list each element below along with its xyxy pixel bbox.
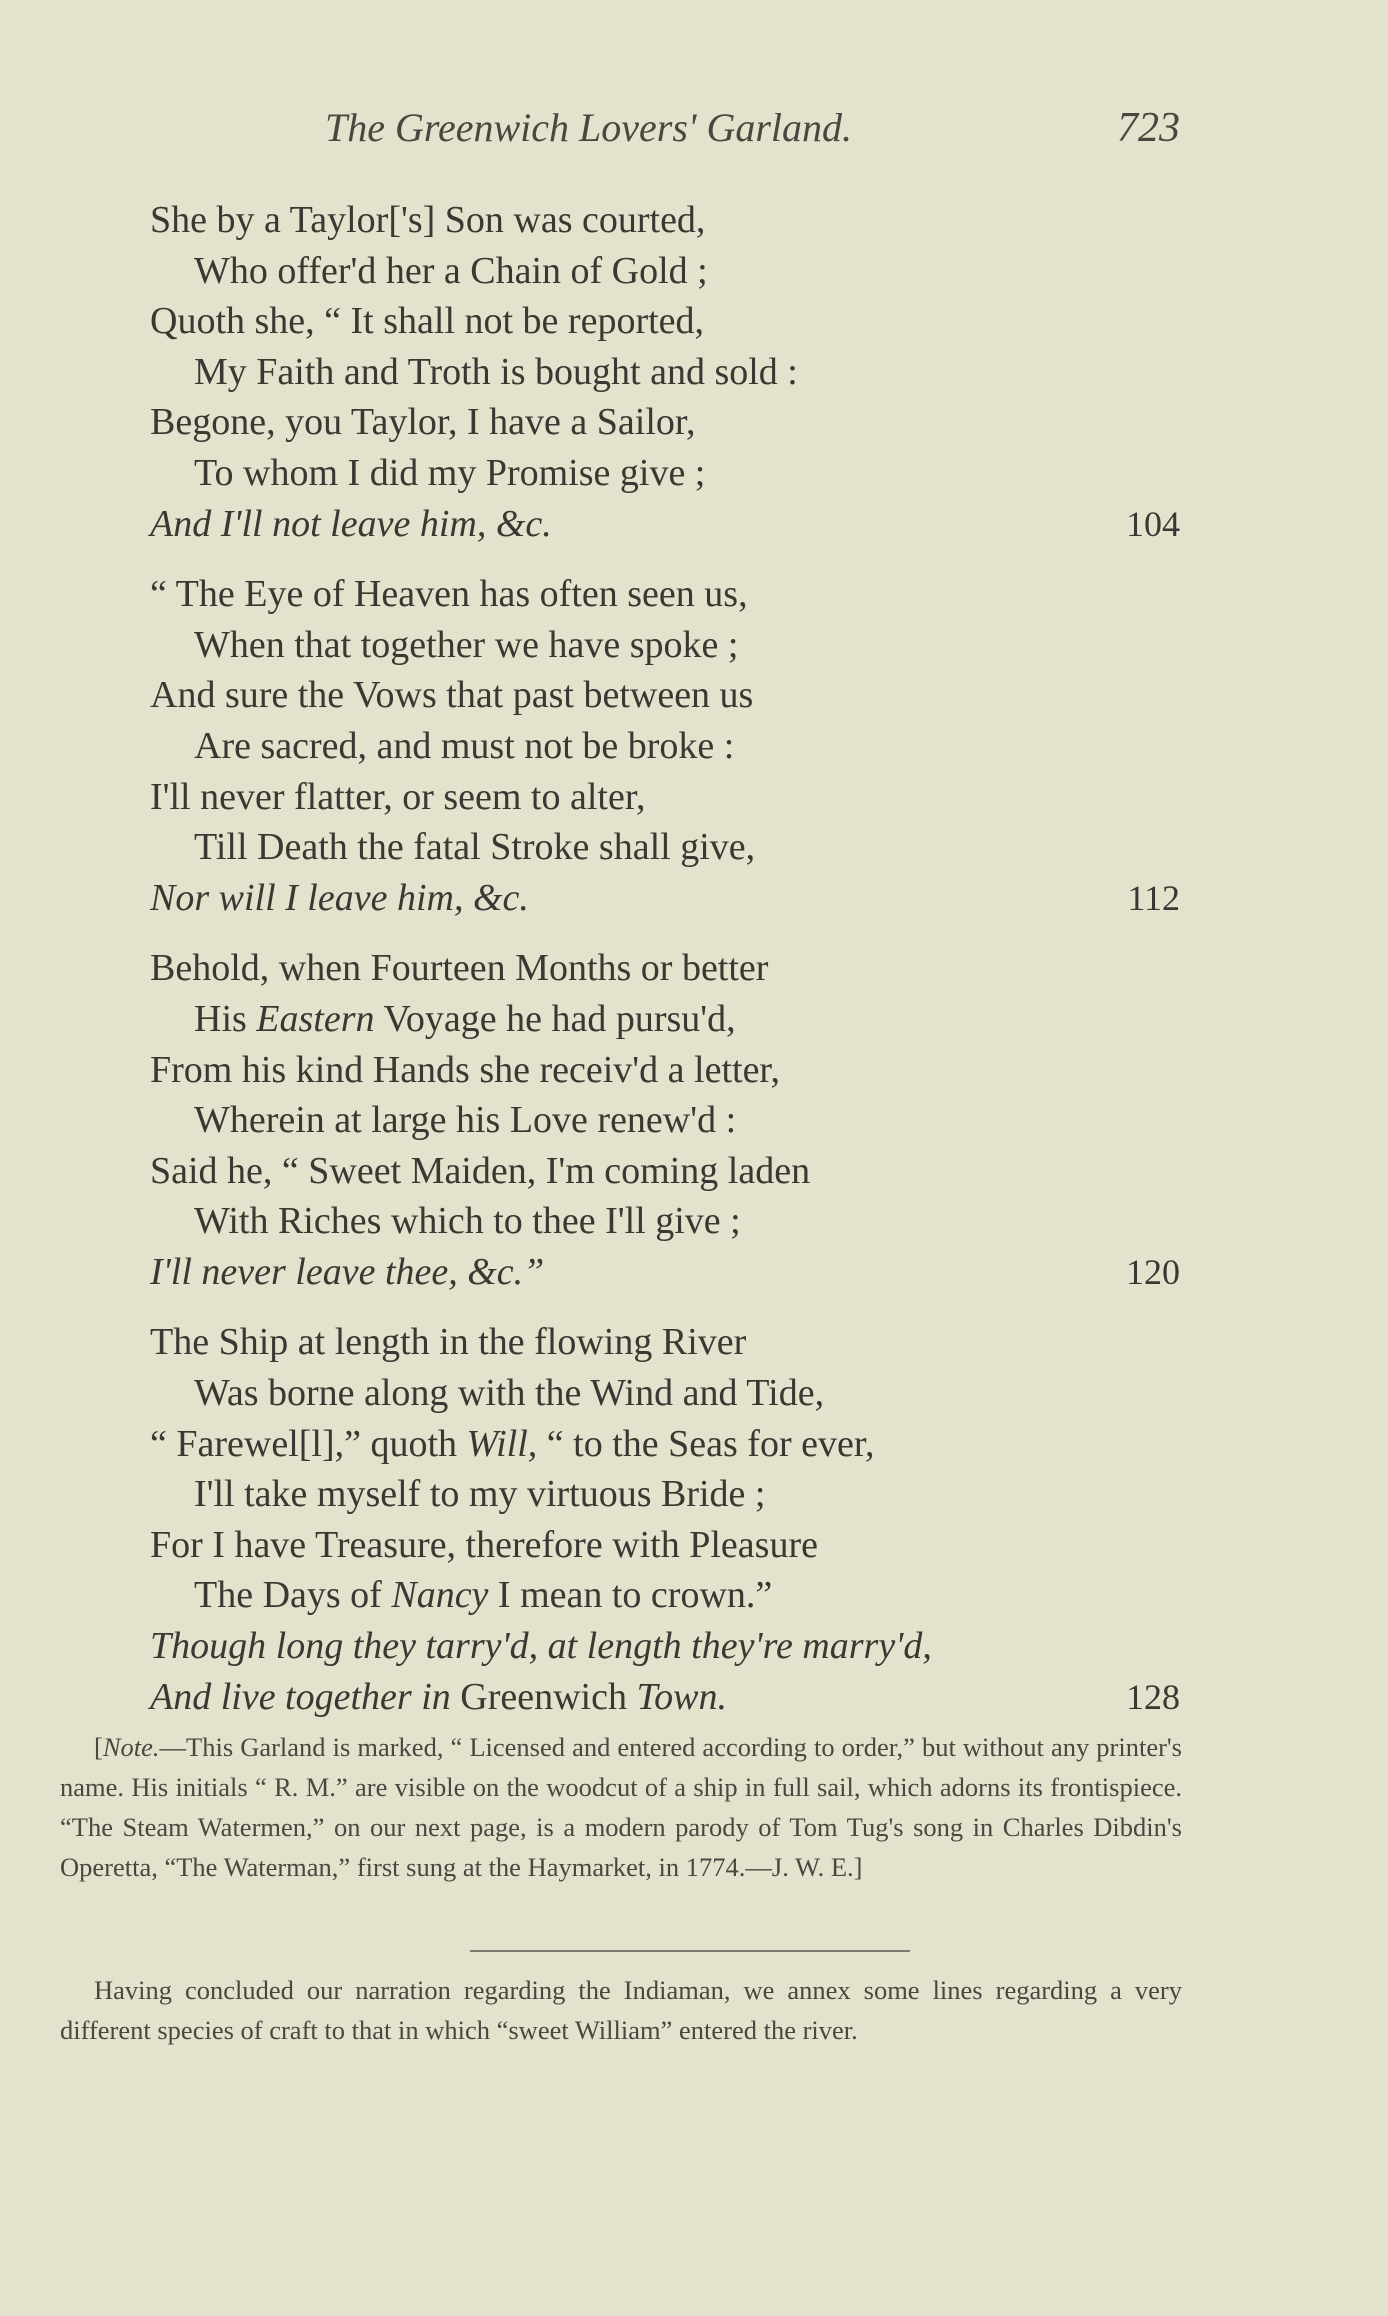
refrain-text: And I'll not leave him, &c. [150, 502, 552, 545]
refrain-text: I'll never leave thee, &c.” [150, 1250, 545, 1293]
line-number: 128 [1126, 1676, 1180, 1717]
verse-line: Are sacred, and must not be broke : [194, 724, 735, 767]
refrain-text: Town. [636, 1675, 727, 1718]
verse-line: Who offer'd her a Chain of Gold ; [194, 249, 708, 292]
verse-line: I'll take myself to my virtuous Bride ; [194, 1473, 766, 1516]
stanza-2 [150, 569, 1180, 923]
verse-line: Said he, “ Sweet Maiden, I'm coming laden [150, 1149, 811, 1192]
verse-line: “ The Eye of Heaven has often seen us, [150, 573, 748, 616]
verse-text: “ to the Seas for ever, [537, 1422, 875, 1465]
refrain-text: And live together in [150, 1675, 451, 1718]
verse-line: I'll never flatter, or seem to alter, [150, 775, 646, 818]
verse-line [150, 1570, 1180, 1621]
verse-line: The Ship at length in the flowing River [150, 1321, 747, 1364]
refrain-line [150, 499, 1180, 550]
verse-line [150, 1419, 1180, 1470]
running-header [150, 100, 1180, 160]
verse-text: I mean to crown.” [488, 1574, 773, 1617]
verse-line: Till Death the fatal Stroke shall give, [194, 826, 756, 869]
verse-text: His [194, 997, 247, 1040]
emphasis-text: Will, [466, 1422, 538, 1465]
section-divider [470, 1950, 910, 1952]
verse-line: Was borne along with the Wind and Tide, [194, 1372, 825, 1415]
verse-line: Behold, when Fourteen Months or better [150, 947, 769, 990]
verse-line: Wherein at large his Love renew'd : [194, 1099, 737, 1142]
editorial-note [60, 1727, 1182, 1887]
emphasis-text: Eastern [256, 997, 375, 1040]
poem [150, 195, 1180, 1722]
verse-line: With Riches which to thee I'll give ; [194, 1200, 741, 1243]
closing-text: Having concluded our narration regarding the Indiaman, we annex some lines regarding a very different species of craft to that in which “sweet William” entered the river. [60, 1975, 1182, 2045]
refrain-line [150, 1672, 1180, 1723]
verse-text: “ Farewel[l],” quoth [150, 1422, 467, 1465]
refrain-line: Though long they tarry'd, at length they're marry'd, [150, 1625, 932, 1668]
stanza-1 [150, 195, 1180, 549]
closing-paragraph [60, 1970, 1182, 2050]
page-number: 723 [1117, 105, 1180, 151]
verse-line [150, 994, 1180, 1045]
verse-line: My Faith and Troth is bought and sold : [194, 350, 798, 393]
verse-text: Voyage he had pursu'd, [374, 997, 736, 1040]
verse-line: Quoth she, “ It shall not be reported, [150, 300, 705, 343]
verse-line: To whom I did my Promise give ; [194, 451, 706, 494]
refrain-line [150, 873, 1180, 924]
note-open-bracket: [ [94, 1732, 103, 1762]
verse-line: For I have Treasure, therefore with Pleasure [150, 1523, 818, 1566]
stanza-3 [150, 943, 1180, 1297]
verse-line: When that together we have spoke ; [194, 623, 739, 666]
verse-line: She by a Taylor['s] Son was courted, [150, 199, 706, 241]
verse-line: Begone, you Taylor, I have a Sailor, [150, 401, 696, 444]
running-title: The Greenwich Lovers' Garland. [325, 105, 853, 150]
refrain-line [150, 1247, 1180, 1298]
refrain-text: Nor will I leave him, &c. [150, 876, 529, 919]
verse-line: And sure the Vows that past between us [150, 674, 754, 717]
verse-line: From his kind Hands she receiv'd a letter, [150, 1048, 781, 1091]
place-name: Greenwich [450, 1675, 637, 1718]
verse-text: The Days of [194, 1574, 392, 1617]
line-number: 120 [1126, 1251, 1180, 1292]
note-label: Note. [102, 1732, 160, 1762]
stanza-4 [150, 1317, 1180, 1722]
emphasis-text: Nancy [391, 1574, 489, 1617]
line-number: 104 [1126, 503, 1180, 544]
line-number: 112 [1127, 877, 1180, 918]
note-text: —This Garland is marked, “ Licensed and entered according to order,” but without any printer's name. His initials “ R. M.” are visible on the woodcut of a ship in full sail, which adorns its frontispiece. “The Steam Watermen,” on our next page, is a modern parody of Tom Tug's song in Charles Dibdin's Operetta, “The Waterman,” first sung at the Haymarket, in 1774.—J. W. E.] [60, 1732, 1182, 1882]
